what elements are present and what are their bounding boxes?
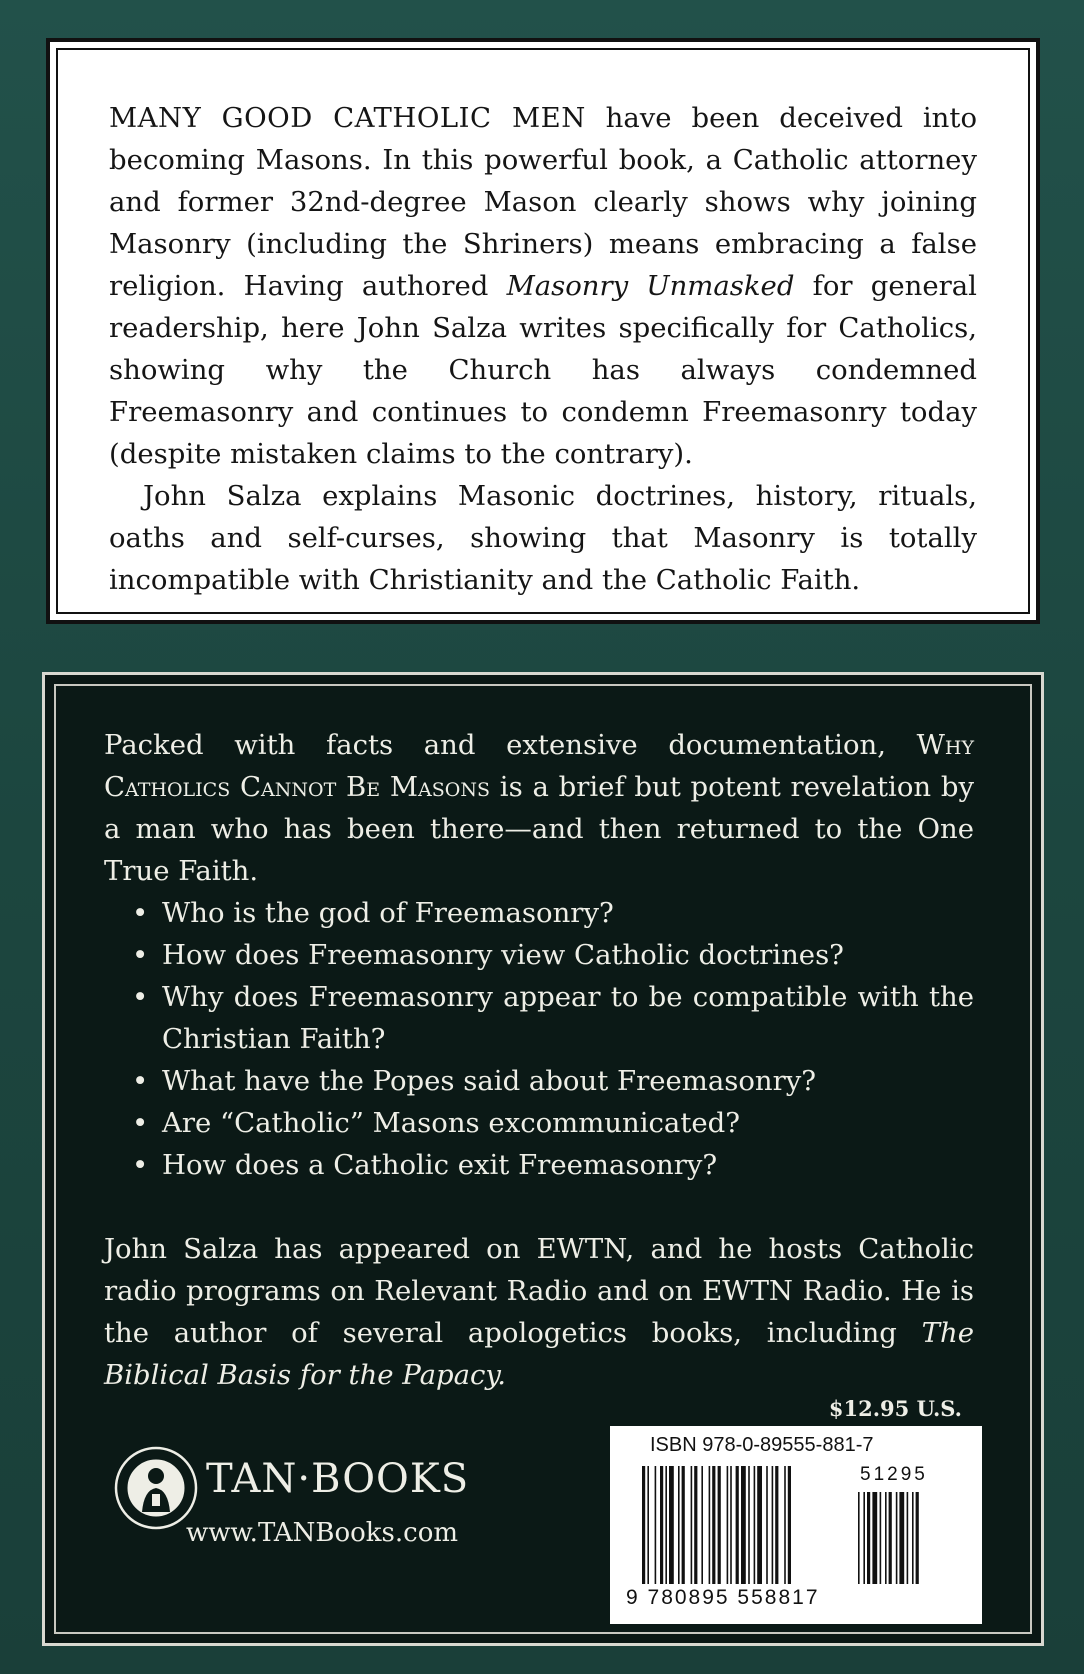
question-item: • What have the Popes said about Freemasonry? — [132, 1060, 974, 1102]
question-item: • Why does Freemasonry appear to be compatible with the Christian Faith? — [132, 976, 974, 1060]
question-list — [132, 892, 974, 1186]
bio-text: John Salza has appeared on EWTN, and he hosts Catholic radio programs on Relevant Radio and on EWTN Radio. He is the author of several apologetics books, including — [104, 1233, 974, 1349]
paragraph-1-text-a: have been deceived into becoming Masons. In this powerful book, a Catholic attorney and former 32nd-degree Mason clearly shows why joining Masonry (including the Shriners) means embracing a false religion. Having authored — [109, 102, 978, 302]
price-addon-digits: 51295 — [860, 1464, 928, 1485]
publisher-name: TAN·BOOKS — [206, 1456, 470, 1502]
intro-text-b: is a brief but potent revelation by a man who has been there—and then returned to the One True Faith. — [104, 771, 974, 887]
author-bio — [104, 1228, 974, 1396]
question-item: • How does a Catholic exit Freemasonry? — [132, 1144, 974, 1186]
ean-digits: 9 780895 558817 — [626, 1586, 820, 1609]
isbn-barcode — [610, 1426, 982, 1624]
description-text — [109, 97, 977, 601]
intro-text-a: Packed with facts and extensive documentation, — [104, 729, 917, 761]
description-paragraph-2: John Salza explains Masonic doctrines, history, rituals, oaths and self-curses, showing that Masonry is totally incompatible with Christianity and the Catholic Faith. — [109, 480, 977, 596]
description-paragraph-1 — [109, 97, 977, 475]
publisher-website: www.TANBooks.com — [186, 1518, 459, 1548]
isbn-number: ISBN 978-0-89555-881-7 — [650, 1434, 874, 1456]
paragraph-1-text-b: for general readership, here John Salza writes specifically for Catholics, showing why the Church has always condemned Freemasonry and continues to condemn Freemasonry today (despite mistaken claims to the contrary). — [109, 270, 977, 470]
price-label: $12.95 U.S. — [828, 1396, 962, 1421]
question-item: • Are “Catholic” Masons excommunicated? — [132, 1102, 974, 1144]
question-item: • Who is the god of Freemasonry? — [132, 892, 974, 934]
masonry-unmasked-title: Masonry Unmasked — [506, 270, 795, 302]
intro-paragraph — [104, 724, 974, 892]
biblical-basis-title: The Biblical Basis for the Papacy. — [104, 1317, 974, 1391]
question-item: • How does Freemasonry view Catholic doctrines? — [132, 934, 974, 976]
description-box — [46, 38, 1040, 624]
lead-in-caps: MANY GOOD CATHOLIC MEN — [109, 102, 586, 134]
book-title-smallcaps: Why Catholics Cannot Be Masons — [104, 729, 974, 803]
details-box — [42, 672, 1044, 1646]
